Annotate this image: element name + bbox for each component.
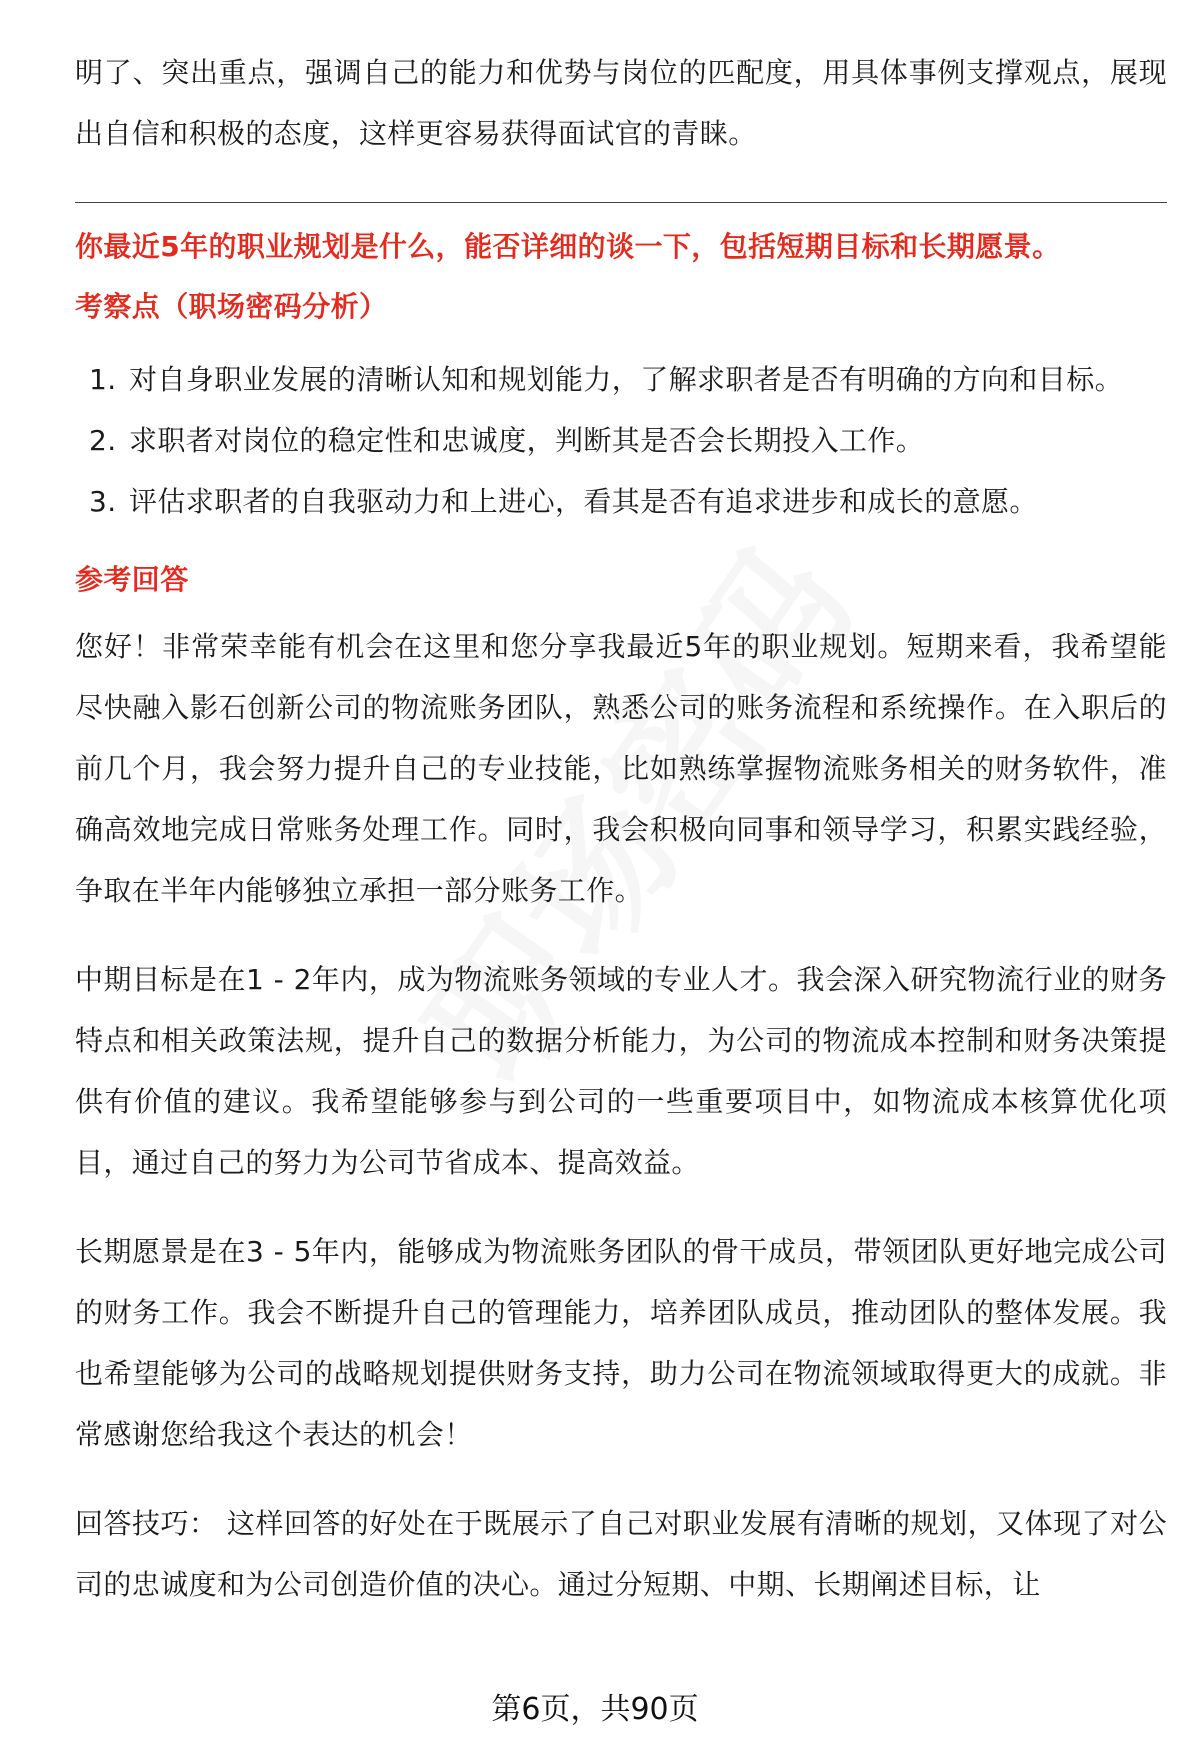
section-divider — [75, 202, 1167, 203]
list-item-text: 评估求职者的自我驱动力和上进心，看其是否有追求进步和成长的意愿。 — [129, 485, 1038, 518]
answer-tips-paragraph: 回答技巧： 这样回答的好处在于既展示了自己对职业发展有清晰的规划，又体现了对公司的忠诚度和为公司创造价值的决心。通过分短期、中期、长期阐述目标，让 — [75, 1507, 1167, 1601]
answer-paragraph-mid-term: 中期目标是在1 - 2年内，成为物流账务领域的专业人才。我会深入研究物流行业的财务特点和相关政策法规，提升自己的数据分析能力，为公司的物流成本控制和财务决策提供有价值的建议。我希望能够参与到公司的一些重要项目中，如物流成本核算优化项目，通过自己的努力为公司节省成本、提高效益。 — [75, 963, 1167, 1179]
list-item — [75, 349, 1167, 410]
assessment-points-list — [75, 349, 1167, 532]
list-item-text: 求职者对岗位的稳定性和忠诚度，判断其是否会长期投入工作。 — [129, 424, 925, 457]
document-page — [75, 42, 1167, 1615]
page-number-footer: 第6页，共90页 — [491, 1692, 699, 1727]
list-item — [75, 410, 1167, 471]
answer-paragraph-long-term: 长期愿景是在3 - 5年内，能够成为物流账务团队的骨干成员，带领团队更好地完成公司的财务工作。我会不断提升自己的管理能力，培养团队成员，推动团队的整体发展。我也希望能够为公司的战略规划提供财务支持，助力公司在物流领域取得更大的成就。非常感谢您给我这个表达的机会！ — [75, 1235, 1167, 1451]
answer-heading: 参考回答 — [75, 563, 189, 596]
interview-question: 你最近5年的职业规划是什么，能否详细的谈一下，包括短期目标和长期愿景。 — [75, 230, 1061, 263]
answer-paragraph-short-term: 您好！非常荣幸能有机会在这里和您分享我最近5年的职业规划。短期来看，我希望能尽快融入影石创新公司的物流账务团队，熟悉公司的账务流程和系统操作。在入职后的前几个月，我会努力提升自己的专业技能，比如熟练掌握物流账务相关的财务软件，准确高效地完成日常账务处理工作。同时，我会积极向同事和领导学习，积累实践经验，争取在半年内能够独立承担一部分账务工作。 — [75, 630, 1167, 907]
list-number: 1. — [89, 363, 117, 396]
assessment-heading: 考察点（职场密码分析） — [75, 290, 388, 323]
list-number: 3. — [89, 485, 117, 518]
list-number: 2. — [89, 424, 117, 457]
intro-paragraph: 明了、突出重点，强调自己的能力和优势与岗位的匹配度，用具体事例支撑观点，展现出自信和积极的态度，这样更容易获得面试官的青睐。 — [75, 56, 1167, 150]
list-item — [75, 471, 1167, 532]
list-item-text: 对自身职业发展的清晰认知和规划能力，了解求职者是否有明确的方向和目标。 — [129, 363, 1124, 396]
